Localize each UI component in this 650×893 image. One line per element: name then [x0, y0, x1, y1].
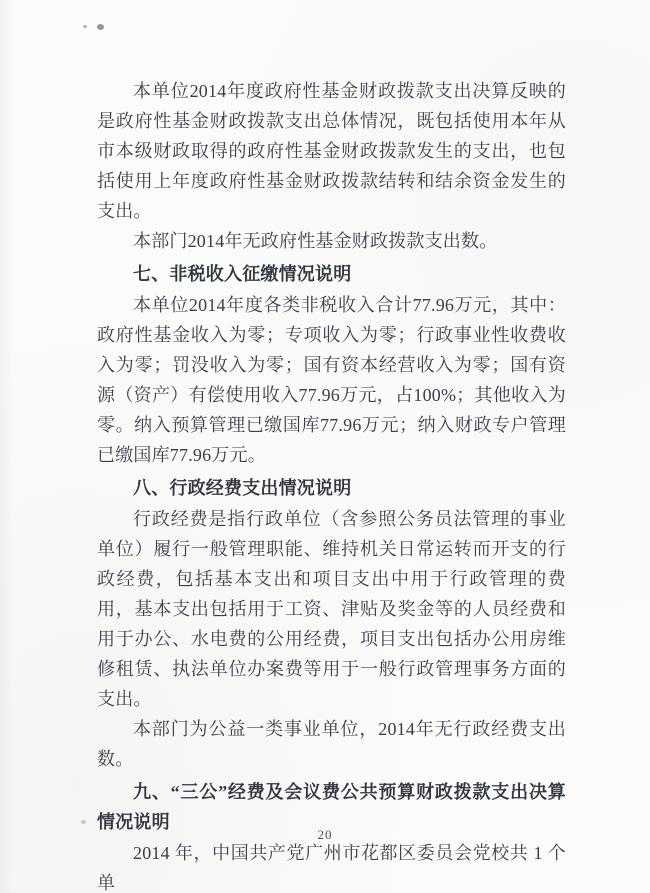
section-heading: 八、行政经费支出情况说明: [133, 478, 352, 498]
scan-speck: [83, 25, 87, 28]
body-paragraph: 本单位2014年度各类非税收入合计77.96万元，其中：政府性基金收入为零；专项收入为零；行政事业性收费收入为零；罚没收入为零；国有资本经营收入为零；国有资源（资产）有偿使用收入77.96万元，占100%；其他收入为零。纳入预算管理已缴国库77.96万元；纳入财政专户管理已缴国库77.96万元。: [97, 295, 566, 465]
body-paragraph: 本单位2014年度政府性基金财政拨款支出决算反映的是政府性基金财政拨款支出总体情况，既包括使用本年从市本级财政取得的政府性基金财政拨款发生的支出，也包括使用上年度政府性基金财政拨款结转和结余资金发生的支出。: [97, 81, 566, 221]
body-paragraph: 2014 年，中国共产党广州市花都区委员会党校共 1 个单: [97, 843, 566, 893]
scan-speck: [81, 820, 86, 824]
page-number: 20: [317, 827, 333, 842]
scan-speck: [97, 24, 104, 30]
body-paragraph: 本部门为公益一类事业单位，2014年无行政经费支出数。: [97, 719, 566, 769]
section-heading: 七、非税收入征缴情况说明: [133, 264, 352, 284]
body-paragraph: 本部门2014年无政府性基金财政拨款支出数。: [133, 231, 498, 251]
body-paragraph: 行政经费是指行政单位（含参照公务员法管理的事业单位）履行一般管理职能、维持机关日常运转而开支的行政经费，包括基本支出和项目支出中用于行政管理的费用，基本支出包括用于工资、津贴及奖金等的人员经费和用于办公、水电费的公用经费，项目支出包括办公用房维修租赁、执法单位办案费等用于一般行政管理事务方面的支出。: [97, 509, 566, 709]
document-body: [97, 76, 566, 893]
section-heading: 九、“三公”经费及会议费公共预算财政拨款支出决算情况说明: [97, 782, 566, 832]
